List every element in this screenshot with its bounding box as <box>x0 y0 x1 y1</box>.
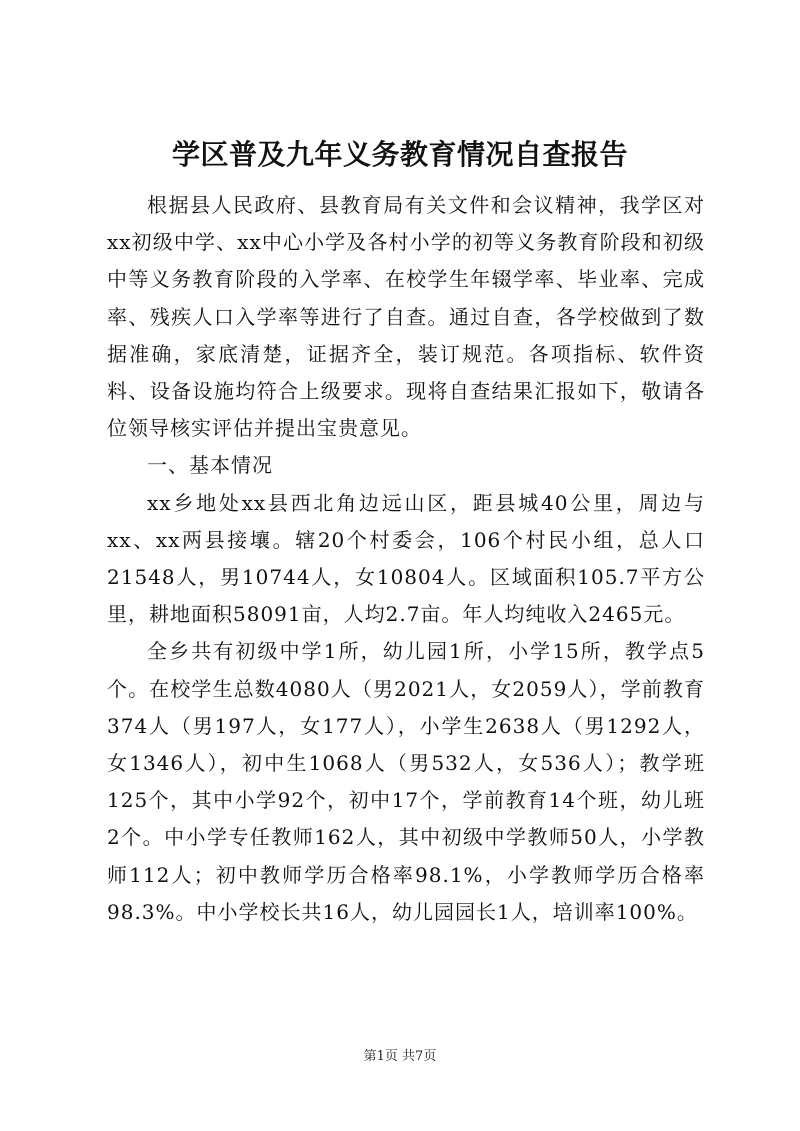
section-heading-basic-situation: 一、基本情况 <box>147 453 273 478</box>
page-footer: 第1页 共7页 <box>363 1049 437 1064</box>
intro-paragraph: 根据县人民政府、县教育局有关文件和会议精神，我学区对xx初级中学、xx中心小学及各村小学的初等义务教育阶段和初级中等义务教育阶段的入学率、在校学生年辍学率、毕业率、完成率、残疾人口入学率等进行了自查。通过自查，各学校做到了数据准确，家底清楚，证据齐全，装订规范。各项指标、软件资料、设备设施均符合上级要求。现将自查结果汇报如下，敬请各位领导核实评估并提出宝贵意见。 <box>107 193 705 441</box>
document-body <box>107 187 705 931</box>
school-statistics-paragraph: 全乡共有初级中学1所，幼儿园1所，小学15所，教学点5个。在校学生总数4080人（男2021人，女2059人），学前教育374人（男197人，女177人），小学生2638人（男1292人，女1346人），初中生1068人（男532人，女536人）；教学班125个，其中小学92个，初中17个，学前教育14个班，幼儿班2个。中小学专任教师162人，其中初级中学教师50人，小学教师112人；初中教师学历合格率98.1%，小学教师学历合格率98.3%。中小学校长共16人，幼儿园园长1人，培训率100%。 <box>107 639 705 924</box>
document-title: 学区普及九年义务教育情况自查报告 <box>171 138 628 171</box>
region-overview-paragraph: xx乡地处xx县西北角边远山区，距县城40公里，周边与xx、xx两县接壤。辖20个村委会，106个村民小组，总人口21548人，男10744人，女10804人。区域面积105.7平方公里，耕地面积58091亩，人均2.7亩。年人均纯收入2465元。 <box>107 490 705 627</box>
